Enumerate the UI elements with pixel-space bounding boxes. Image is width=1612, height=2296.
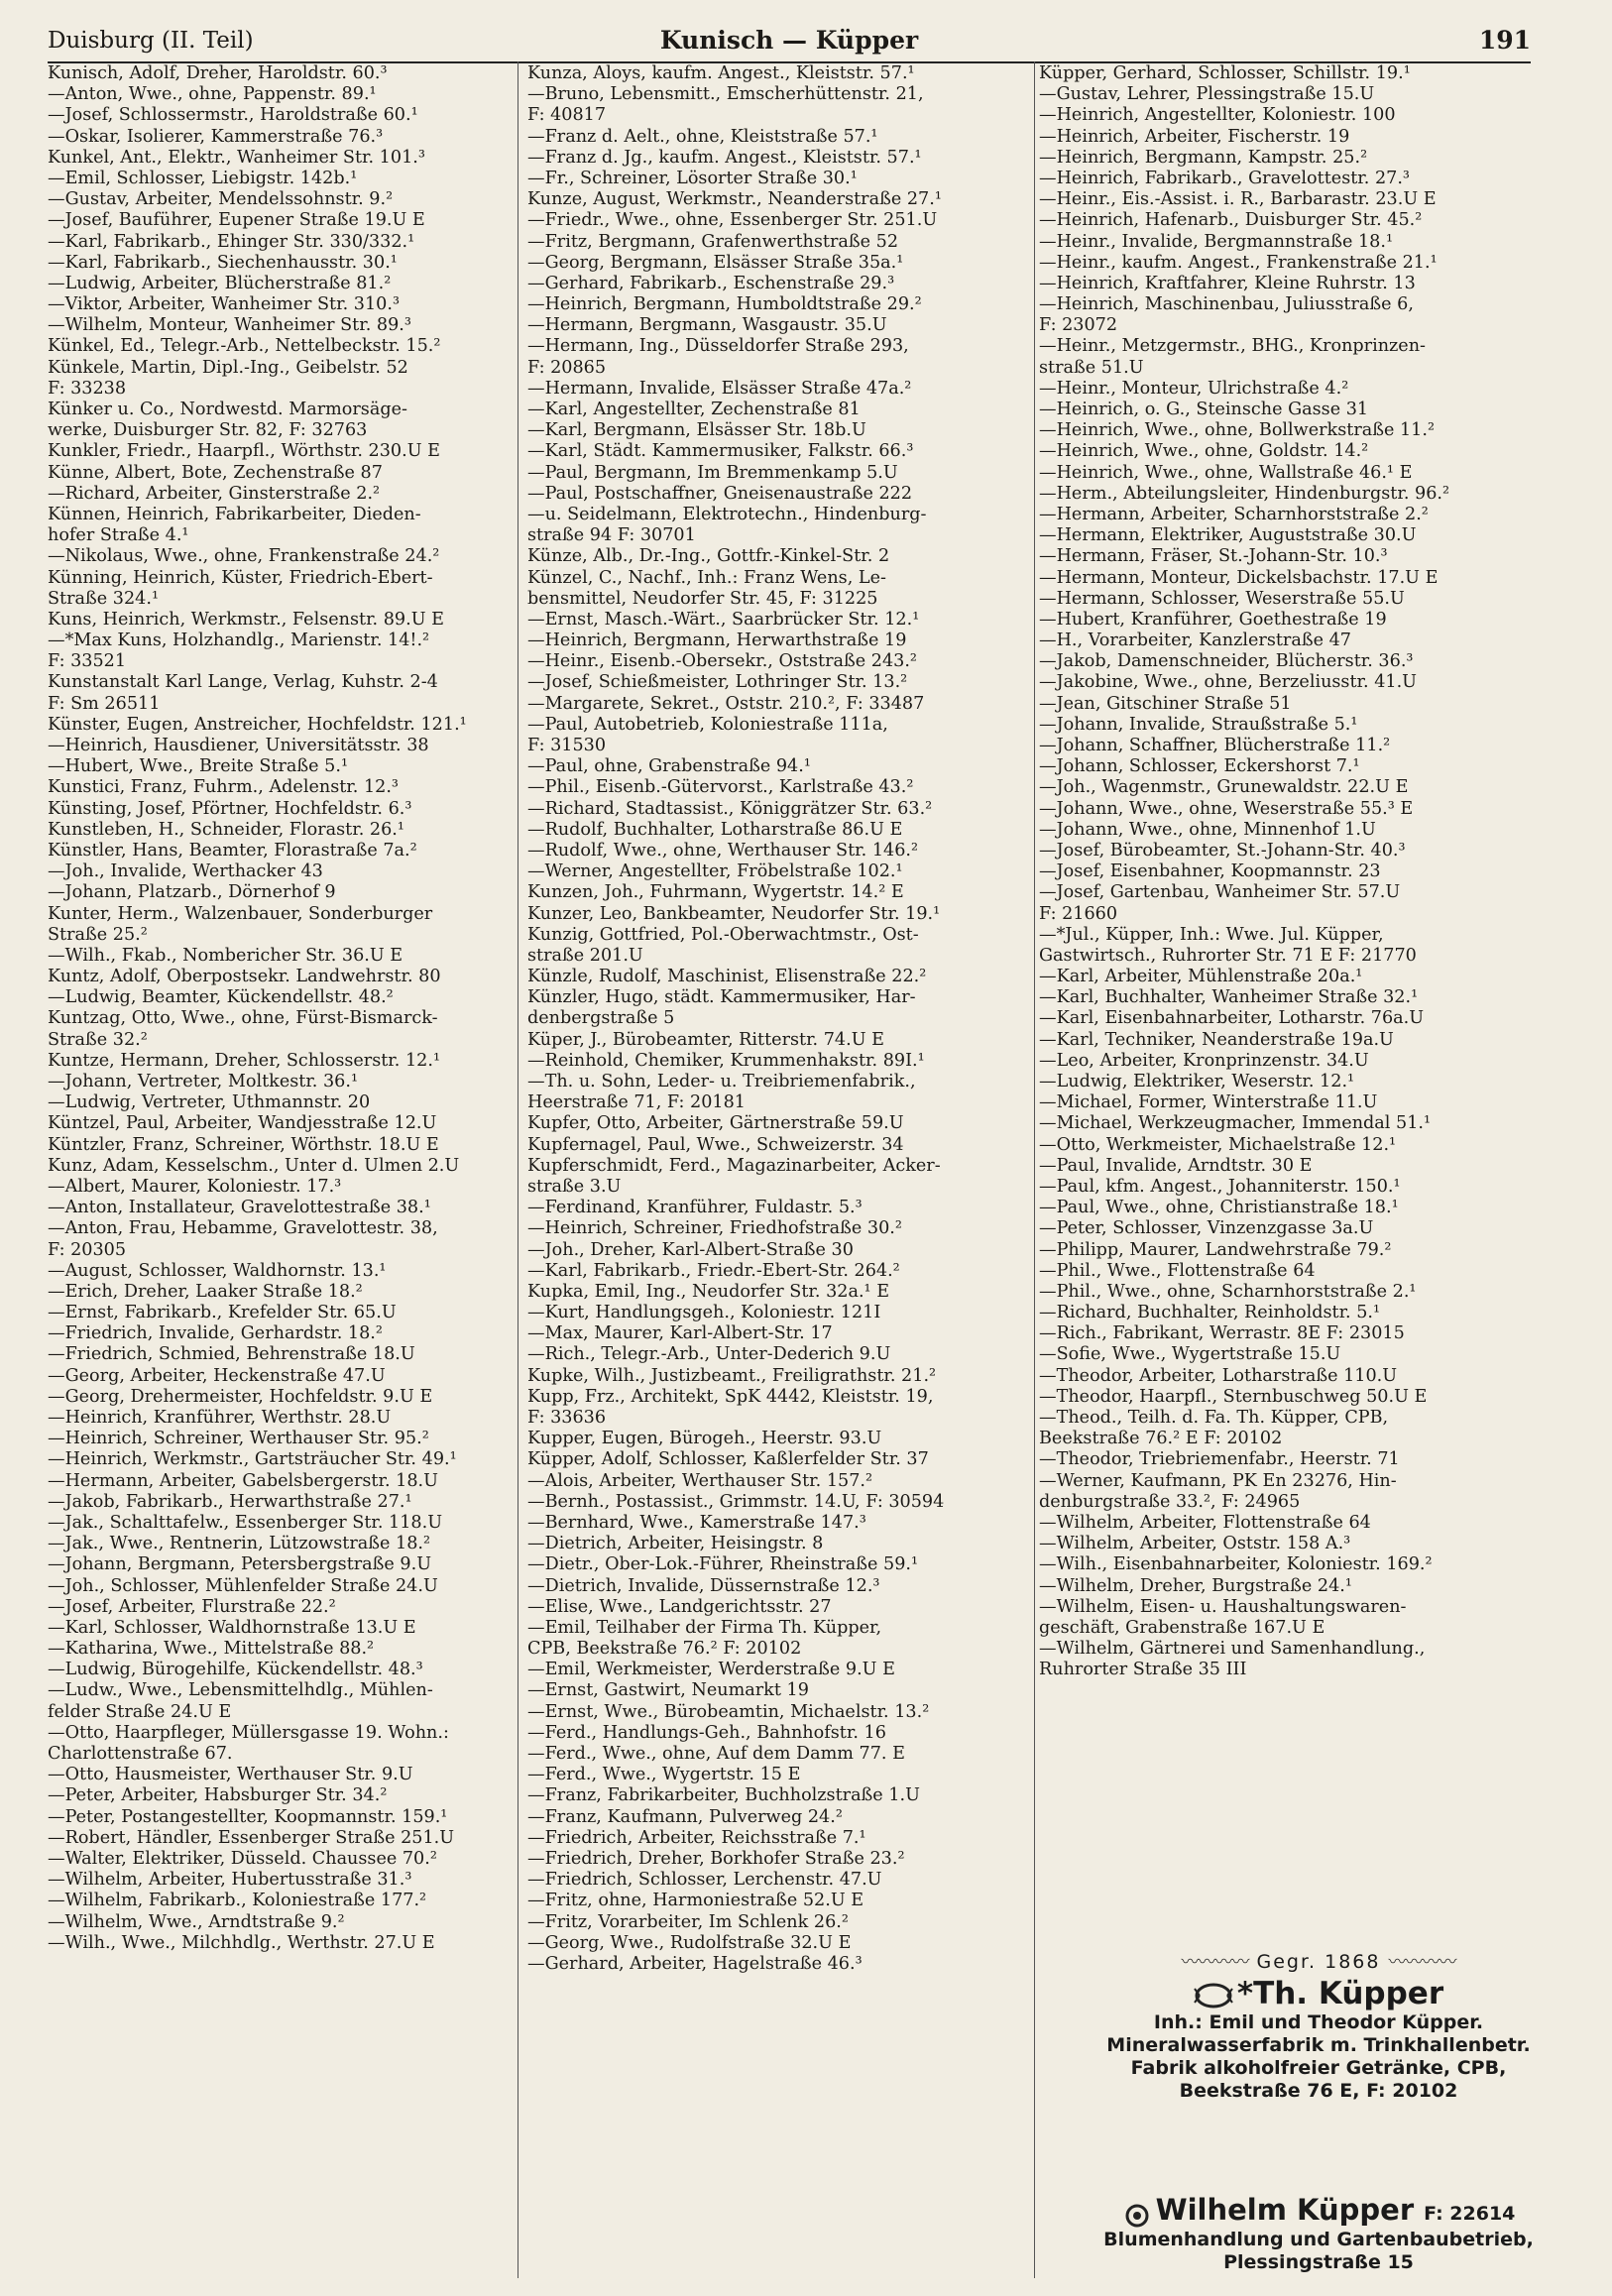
directory-entry-line: F: 40817 bbox=[527, 105, 607, 126]
directory-entry-line: —Wilhelm, Arbeiter, Hubertusstraße 31.³ bbox=[48, 1870, 412, 1891]
directory-entry-line: —Jakob, Fabrikarb., Herwarthstraße 27.¹ bbox=[48, 1491, 412, 1512]
directory-column-2 bbox=[527, 63, 1033, 1975]
directory-entry-line: —Wilh., Eisenbahnarbeiter, Koloniestr. 169.² bbox=[1039, 1554, 1433, 1575]
directory-entry-line: —Wilhelm, Arbeiter, Oststr. 158 A.³ bbox=[1039, 1534, 1351, 1554]
directory-entry-line: —Josef, Gartenbau, Wanheimer Str. 57.U bbox=[1039, 882, 1401, 903]
directory-entry-line: Heerstraße 71, F: 20181 bbox=[527, 1092, 746, 1113]
directory-entry-line: —Heinrich, Maschinenbau, Juliusstraße 6, bbox=[1039, 294, 1414, 315]
directory-entry-line: —Richard, Arbeiter, Ginsterstraße 2.² bbox=[48, 483, 381, 504]
directory-entry-line: Kupka, Emil, Ing., Neudorfer Str. 32a.¹ E bbox=[527, 1281, 890, 1302]
directory-entry-line: —*Jul., Küpper, Inh.: Wwe. Jul. Küpper, bbox=[1039, 924, 1384, 945]
directory-entry-line: —Hermann, Ing., Düsseldorfer Straße 293, bbox=[527, 336, 909, 357]
directory-entry-line: —Hubert, Kranführer, Goethestraße 19 bbox=[1039, 609, 1387, 630]
directory-entry-line: —Heinr., Eisenb.-Obersekr., Oststraße 243.² bbox=[527, 651, 917, 672]
ad2-line: Blumenhandlung und Gartenbaubetrieb, bbox=[1103, 2228, 1534, 2250]
directory-entry-line: Kupferschmidt, Ferd., Magazinarbeiter, Acker- bbox=[527, 1155, 941, 1176]
directory-entry-line: —Emil, Teilhaber der Firma Th. Küpper, bbox=[527, 1617, 882, 1638]
wave-ornament-icon: 〰〰〰〰 bbox=[1388, 1952, 1456, 1973]
directory-entry-line: —Hermann, Elektriker, Auguststraße 30.U bbox=[1039, 525, 1417, 546]
directory-entry-line: Kunstici, Franz, Fuhrm., Adelenstr. 12.³ bbox=[48, 777, 399, 798]
directory-entry-line: —Heinrich, Wwe., ohne, Goldstr. 14.² bbox=[1039, 441, 1369, 462]
directory-entry-line: Kunisch, Adolf, Dreher, Haroldstr. 60.³ bbox=[48, 63, 388, 83]
directory-entry-line: straße 3.U bbox=[527, 1176, 622, 1197]
directory-entry-line: —Georg, Wwe., Rudolfstraße 32.U E bbox=[527, 1932, 852, 1953]
directory-entry-line: straße 51.U bbox=[1039, 357, 1144, 378]
directory-entry-line: —Wilhelm, Monteur, Wanheimer Str. 89.³ bbox=[48, 315, 411, 336]
directory-entry-line: —Anton, Frau, Hebamme, Gravelottestr. 38, bbox=[48, 1218, 438, 1239]
directory-entry-line: —Heinrich, Arbeiter, Fischerstr. 19 bbox=[1039, 126, 1350, 147]
directory-entry-line: —Josef, Arbeiter, Flurstraße 22.² bbox=[48, 1596, 336, 1617]
directory-entry-line: —August, Schlosser, Waldhornstr. 13.¹ bbox=[48, 1260, 387, 1281]
directory-entry-line: F: Sm 26511 bbox=[48, 693, 161, 714]
directory-entry-line: —Hermann, Bergmann, Wasgaustr. 35.U bbox=[527, 315, 887, 336]
directory-entry-line: —Paul, Bergmann, Im Bremmenkamp 5.U bbox=[527, 462, 898, 483]
directory-entry-line: —Heinrich, Hafenarb., Duisburger Str. 45.² bbox=[1039, 210, 1423, 231]
header-location: Duisburg (II. Teil) bbox=[48, 28, 254, 54]
directory-entry-line: bensmittel, Neudorfer Str. 45, F: 31225 bbox=[527, 588, 878, 609]
directory-entry-line: —Albert, Maurer, Koloniestr. 17.³ bbox=[48, 1176, 342, 1197]
directory-entry-line: —Heinrich, Bergmann, Kampstr. 25.² bbox=[1039, 147, 1368, 168]
directory-entry-line: —Phil., Wwe., ohne, Scharnhorststraße 2.¹ bbox=[1039, 1281, 1417, 1302]
directory-entry-line: —Alois, Arbeiter, Werthauser Str. 157.² bbox=[527, 1470, 873, 1491]
directory-entry-line: —Heinrich, o. G., Steinsche Gasse 31 bbox=[1039, 400, 1369, 419]
directory-entry-line: —Johann, Schlosser, Eckershorst 7.¹ bbox=[1039, 756, 1360, 777]
directory-entry-line: Küpper, Gerhard, Schlosser, Schillstr. 19.¹ bbox=[1039, 63, 1411, 83]
ad-founded: 〰〰〰〰 Gegr. 1868 〰〰〰〰 bbox=[1181, 1951, 1456, 1973]
directory-entry-line: —Dietrich, Arbeiter, Heisingstr. 8 bbox=[527, 1534, 824, 1554]
directory-entry-line: —Friedrich, Arbeiter, Reichsstraße 7.¹ bbox=[527, 1827, 866, 1848]
directory-entry-line: Kunter, Herm., Walzenbauer, Sonderburger bbox=[48, 903, 433, 924]
directory-entry-line: Kunkel, Ant., Elektr., Wanheimer Str. 101.³ bbox=[48, 147, 425, 168]
directory-entry-line: —Katharina, Wwe., Mittelstraße 88.² bbox=[48, 1639, 375, 1660]
directory-entry-line: —*Max Kuns, Holzhandlg., Marienstr. 14!.² bbox=[48, 631, 430, 651]
directory-entry-line: Kunstanstalt Karl Lange, Verlag, Kuhstr. 2-4 bbox=[48, 672, 438, 693]
directory-entry-line: —Otto, Werkmeister, Michaelstraße 12.¹ bbox=[1039, 1134, 1397, 1155]
directory-entry-line: —Karl, Eisenbahnarbeiter, Lotharstr. 76a.U bbox=[1039, 1008, 1425, 1029]
directory-entry-line: —Th. u. Sohn, Leder- u. Treibriemenfabrik., bbox=[527, 1072, 916, 1091]
directory-entry-line: —Ludwig, Arbeiter, Blücherstraße 81.² bbox=[48, 273, 392, 293]
directory-entry-line: —Oskar, Isolierer, Kammerstraße 76.³ bbox=[48, 126, 384, 147]
directory-entry-line: geschäft, Grabenstraße 167.U E bbox=[1039, 1617, 1325, 1638]
directory-entry-line: —Robert, Händler, Essenberger Straße 251.U bbox=[48, 1827, 455, 1848]
ad-line: Fabrik alkoholfreier Getränke, CPB, bbox=[1130, 2057, 1507, 2079]
directory-entry-line: —Karl, Arbeiter, Mühlenstraße 20a.¹ bbox=[1039, 967, 1363, 987]
directory-entry-line: Gastwirtsch., Ruhrorter Str. 71 E F: 21770 bbox=[1039, 945, 1417, 966]
ad-owners: Inh.: Emil und Theodor Küpper. bbox=[1153, 2011, 1484, 2033]
directory-entry-line: —Hubert, Wwe., Breite Straße 5.¹ bbox=[48, 756, 349, 777]
directory-entry-line: —Johann, Wwe., ohne, Minnenhof 1.U bbox=[1039, 819, 1376, 840]
directory-entry-line: Ruhrorter Straße 35 III bbox=[1039, 1660, 1247, 1680]
directory-entry-line: —Ludwig, Elektriker, Weserstr. 12.¹ bbox=[1039, 1072, 1355, 1091]
directory-entry-line: —Herm., Abteilungsleiter, Hindenburgstr. 96.² bbox=[1039, 483, 1450, 504]
directory-entry-line: straße 201.U bbox=[527, 945, 643, 966]
directory-entry-line: —Ferd., Handlungs-Geh., Bahnhofstr. 16 bbox=[527, 1722, 886, 1743]
directory-entry-line: —Gerhard, Arbeiter, Hagelstraße 46.³ bbox=[527, 1953, 863, 1974]
directory-entry-line: —Rudolf, Buchhalter, Lotharstraße 86.U E bbox=[527, 819, 903, 840]
directory-entry-line: werke, Duisburger Str. 82, F: 32763 bbox=[48, 420, 368, 441]
directory-entry-line: —Friedr., Wwe., ohne, Essenberger Str. 251.U bbox=[527, 210, 938, 231]
directory-entry-line: —Walter, Elektriker, Düsseld. Chaussee 70.² bbox=[48, 1848, 437, 1869]
directory-entry-line: —Ferd., Wwe., Wygertstr. 15 E bbox=[527, 1765, 801, 1785]
directory-entry-line: —Heinrich, Wwe., ohne, Bollwerkstraße 11.² bbox=[1039, 420, 1436, 441]
directory-entry-line: —Phil., Wwe., Flottenstraße 64 bbox=[1039, 1260, 1316, 1281]
directory-entry-line: —Heinrich, Kraftfahrer, Kleine Ruhrstr. 13 bbox=[1039, 273, 1416, 293]
directory-entry-line: Kunze, August, Werkmstr., Neanderstraße 27.¹ bbox=[527, 189, 942, 210]
directory-entry-line: —Johann, Invalide, Straußstraße 5.¹ bbox=[1039, 714, 1358, 735]
directory-entry-line: —Josef, Schießmeister, Lothringer Str. 13.² bbox=[527, 672, 908, 693]
directory-entry-line: —Ferd., Wwe., ohne, Auf dem Damm 77. E bbox=[527, 1744, 905, 1764]
directory-entry-line: Künze, Alb., Dr.-Ing., Gottfr.-Kinkel-Str. 2 bbox=[527, 546, 890, 567]
directory-entry-line: —Joh., Dreher, Karl-Albert-Straße 30 bbox=[527, 1239, 854, 1260]
directory-entry-line: F: 31530 bbox=[527, 736, 607, 755]
directory-entry-line: —Gustav, Lehrer, Plessingstraße 15.U bbox=[1039, 84, 1375, 105]
directory-entry-line: —Paul, Autobetrieb, Koloniestraße 111a, bbox=[527, 714, 888, 735]
directory-entry-line: —Hermann, Arbeiter, Scharnhorststraße 2.² bbox=[1039, 504, 1429, 524]
directory-entry-line: —Hermann, Arbeiter, Gabelsbergerstr. 18.U bbox=[48, 1470, 438, 1491]
directory-entry-line: Küper, J., Bürobeamter, Ritterstr. 74.U E bbox=[527, 1029, 884, 1050]
directory-entry-line: felder Straße 24.U E bbox=[48, 1701, 232, 1722]
directory-entry-line: —Jak., Wwe., Rentnerin, Lützowstraße 18.² bbox=[48, 1534, 431, 1554]
directory-entry-line: Künnen, Heinrich, Fabrikarbeiter, Dieden- bbox=[48, 504, 421, 524]
ad-line: Mineralwasserfabrik m. Trinkhallenbetr. bbox=[1106, 2034, 1531, 2056]
directory-entry-line: Küntzel, Paul, Arbeiter, Wandjesstraße 12.U bbox=[48, 1113, 437, 1134]
directory-entry-line: —Ernst, Gastwirt, Neumarkt 19 bbox=[527, 1680, 809, 1701]
directory-column-1 bbox=[48, 63, 514, 1954]
directory-entry-line: —Wilhelm, Wwe., Arndtstraße 9.² bbox=[48, 1911, 345, 1932]
directory-entry-line: —Friedrich, Invalide, Gerhardstr. 18.² bbox=[48, 1323, 383, 1344]
directory-entry-line: F: 33521 bbox=[48, 651, 127, 672]
directory-entry-line: Kuntz, Adolf, Oberpostsekr. Landwehrstr. 80 bbox=[48, 967, 441, 987]
directory-entry-line: Beekstraße 76.² E F: 20102 bbox=[1039, 1429, 1283, 1449]
directory-entry-line: Kuntze, Hermann, Dreher, Schlosserstr. 12.¹ bbox=[48, 1050, 441, 1071]
directory-entry-line: —Karl, Angestellter, Zechenstraße 81 bbox=[527, 400, 861, 419]
directory-entry-line: —Fritz, Bergmann, Grafenwerthstraße 52 bbox=[527, 231, 899, 252]
directory-entry-line: —Wilh., Wwe., Milchhdlg., Werthstr. 27.U E bbox=[48, 1932, 435, 1953]
directory-entry-line: —Heinrich, Kranführer, Werthstr. 28.U bbox=[48, 1408, 392, 1428]
directory-entry-line: —Ernst, Wwe., Bürobeamtin, Michaelstr. 13.² bbox=[527, 1701, 930, 1722]
directory-entry-line: —Anton, Installateur, Gravelottestraße 38.¹ bbox=[48, 1198, 431, 1218]
directory-entry-line: Künker u. Co., Nordwestd. Marmorsäge- bbox=[48, 400, 407, 419]
directory-entry-line: —H., Vorarbeiter, Kanzlerstraße 47 bbox=[1039, 631, 1351, 651]
directory-column-3 bbox=[1039, 63, 1533, 1680]
directory-entry-line: —Werner, Angestellter, Fröbelstraße 102.¹ bbox=[527, 861, 903, 882]
directory-entry-line: —Karl, Fabrikarb., Friedr.-Ebert-Str. 264.² bbox=[527, 1260, 900, 1281]
directory-entry-line: —Nikolaus, Wwe., ohne, Frankenstraße 24.² bbox=[48, 546, 440, 567]
directory-entry-line: Künzler, Hugo, städt. Kammermusiker, Har- bbox=[527, 987, 916, 1008]
directory-entry-line: Kunkler, Friedr., Haarpfl., Wörthstr. 230.U E bbox=[48, 441, 440, 462]
wave-ornament-icon: 〰〰〰〰 bbox=[1181, 1952, 1249, 1973]
directory-entry-line: —Rich., Fabrikant, Werrastr. 8E F: 23015 bbox=[1039, 1323, 1405, 1344]
directory-entry-line: —Fr., Schreiner, Lösorter Straße 30.¹ bbox=[527, 168, 858, 188]
directory-entry-line: —Heinr., Eis.-Assist. i. R., Barbarastr. 23.U E bbox=[1039, 189, 1437, 210]
directory-entry-line: —Theodor, Haarpfl., Sternbuschweg 50.U E bbox=[1039, 1386, 1428, 1407]
directory-entry-line: —Ferdinand, Kranführer, Fuldastr. 5.³ bbox=[527, 1198, 863, 1218]
directory-entry-line: —Emil, Werkmeister, Werderstraße 9.U E bbox=[527, 1660, 895, 1680]
directory-entry-line: —Johann, Platzarb., Dörnerhof 9 bbox=[48, 882, 336, 903]
directory-entry-line: —Heinrich, Schreiner, Werthauser Str. 95.² bbox=[48, 1429, 429, 1449]
directory-entry-line: —Georg, Drehermeister, Hochfeldstr. 9.U E bbox=[48, 1386, 433, 1407]
directory-entry-line: Künster, Eugen, Anstreicher, Hochfeldstr. 121.¹ bbox=[48, 714, 467, 735]
directory-entry-line: —Franz, Fabrikarbeiter, Buchholzstraße 1.U bbox=[527, 1785, 920, 1806]
advertisement-th-kuepper bbox=[1100, 1948, 1537, 2103]
directory-entry-line: —Hermann, Monteur, Dickelsbachstr. 17.U E bbox=[1039, 567, 1439, 588]
directory-entry-line: —Friedrich, Dreher, Borkhofer Straße 23.² bbox=[527, 1848, 905, 1869]
directory-entry-line: Künsting, Josef, Pförtner, Hochfeldstr. 6.³ bbox=[48, 798, 412, 819]
directory-entry-line: —Philipp, Maurer, Landwehrstraße 79.² bbox=[1039, 1239, 1392, 1260]
directory-entry-line: Kupp, Frz., Architekt, SpK 4442, Kleiststr. 19, bbox=[527, 1386, 934, 1407]
directory-entry-line: —Hermann, Schlosser, Weserstraße 55.U bbox=[1039, 588, 1405, 609]
directory-entry-line: —Wilh., Fkab., Nombericher Str. 36.U E bbox=[48, 945, 403, 966]
directory-entry-line: hofer Straße 4.¹ bbox=[48, 525, 189, 546]
directory-entry-line: —Wilhelm, Arbeiter, Flottenstraße 64 bbox=[1039, 1512, 1371, 1533]
directory-entry-line: —Emil, Schlosser, Liebigstr. 142b.¹ bbox=[48, 168, 358, 188]
directory-entry-line: denbergstraße 5 bbox=[527, 1008, 675, 1029]
directory-entry-line: —Heinrich, Bergmann, Herwarthstraße 19 bbox=[527, 631, 907, 651]
directory-entry-line: Küntzler, Franz, Schreiner, Wörthstr. 18.U E bbox=[48, 1134, 439, 1155]
directory-entry-line: —Franz, Kaufmann, Pulverweg 24.² bbox=[527, 1806, 843, 1827]
directory-entry-line: —Erich, Dreher, Laaker Straße 18.² bbox=[48, 1281, 363, 1302]
directory-entry-line: —Otto, Haarpfleger, Müllersgasse 19. Wohn.: bbox=[48, 1722, 449, 1743]
directory-entry-line: —Paul, ohne, Grabenstraße 94.¹ bbox=[527, 756, 811, 777]
directory-entry-line: —Franz d. Jg., kaufm. Angest., Kleiststr. 57.¹ bbox=[527, 147, 922, 168]
directory-entry-line: —Georg, Bergmann, Elsässer Straße 35a.¹ bbox=[527, 252, 904, 273]
directory-entry-line: Kunstleben, H., Schneider, Florastr. 26.¹ bbox=[48, 819, 404, 840]
directory-entry-line: —Michael, Former, Winterstraße 11.U bbox=[1039, 1092, 1378, 1113]
directory-entry-line: —Friedrich, Schlosser, Lerchenstr. 47.U bbox=[527, 1870, 882, 1891]
directory-entry-line: —Leo, Arbeiter, Kronprinzenstr. 34.U bbox=[1039, 1050, 1369, 1071]
directory-entry-line: —Jakobine, Wwe., ohne, Berzeliusstr. 41.U bbox=[1039, 672, 1418, 693]
directory-entry-line: —Heinr., kaufm. Angest., Frankenstraße 21.¹ bbox=[1039, 252, 1438, 273]
directory-entry-line: —Heinrich, Hausdiener, Universitätsstr. 38 bbox=[48, 736, 429, 755]
directory-entry-line: —Richard, Stadtassist., Königgrätzer Str. 63.² bbox=[527, 798, 933, 819]
flower-icon bbox=[1122, 2203, 1152, 2229]
directory-entry-line: —Josef, Eisenbahner, Koopmannstr. 23 bbox=[1039, 861, 1381, 882]
directory-entry-line: —Karl, Buchhalter, Wanheimer Straße 32.¹ bbox=[1039, 987, 1419, 1008]
directory-entry-line: —Heinr., Invalide, Bergmannstraße 18.¹ bbox=[1039, 231, 1394, 252]
page-number: 191 bbox=[1478, 26, 1531, 55]
directory-entry-line: —Fritz, Vorarbeiter, Im Schlenk 26.² bbox=[527, 1911, 849, 1932]
directory-entry-line: —Paul, Invalide, Arndtstr. 30 E bbox=[1039, 1155, 1313, 1176]
ad-company-name: *Th. Küpper bbox=[1100, 1976, 1537, 2011]
directory-entry-line: straße 94 F: 30701 bbox=[527, 525, 696, 546]
directory-entry-line: Künzle, Rudolf, Maschinist, Elisenstraße 22.² bbox=[527, 967, 927, 987]
directory-entry-line: Kuntzag, Otto, Wwe., ohne, Fürst-Bismarck- bbox=[48, 1008, 438, 1029]
directory-entry-line: —Ludwig, Vertreter, Uthmannstr. 20 bbox=[48, 1092, 371, 1113]
directory-entry-line: —Joh., Wagenmstr., Grunewaldstr. 22.U E bbox=[1039, 777, 1409, 798]
directory-entry-line: Kunzen, Joh., Fuhrmann, Wygertstr. 14.² E bbox=[527, 882, 904, 903]
directory-entry-line: —Johann, Vertreter, Moltkestr. 36.¹ bbox=[48, 1072, 359, 1091]
directory-entry-line: —Hermann, Invalide, Elsässer Straße 47a.² bbox=[527, 378, 912, 399]
directory-entry-line: —Ludw., Wwe., Lebensmittelhdlg., Mühlen- bbox=[48, 1680, 433, 1701]
directory-entry-line: —Wilhelm, Eisen- u. Haushaltungswaren- bbox=[1039, 1596, 1407, 1617]
directory-entry-line: F: 20865 bbox=[527, 357, 607, 378]
directory-entry-line: —Max, Maurer, Karl-Albert-Str. 17 bbox=[527, 1323, 833, 1344]
directory-entry-line: Kunzer, Leo, Bankbeamter, Neudorfer Str. 19.¹ bbox=[527, 903, 941, 924]
directory-entry-line: Künstler, Hans, Beamter, Florastraße 7a.² bbox=[48, 840, 417, 861]
directory-entry-line: Kupfer, Otto, Arbeiter, Gärtnerstraße 59.U bbox=[527, 1113, 904, 1134]
directory-entry-line: —Theodor, Arbeiter, Lotharstraße 110.U bbox=[1039, 1365, 1398, 1386]
directory-entry-line: —Sofie, Wwe., Wygertstraße 15.U bbox=[1039, 1344, 1341, 1365]
directory-entry-line: F: 20305 bbox=[48, 1239, 127, 1260]
directory-entry-line: —Peter, Arbeiter, Habsburger Str. 34.² bbox=[48, 1785, 388, 1806]
directory-entry-line: —Anton, Wwe., ohne, Pappenstr. 89.¹ bbox=[48, 84, 377, 105]
directory-entry-line: —Rich., Telegr.-Arb., Unter-Dederich 9.U bbox=[527, 1344, 891, 1365]
directory-entry-line: —Paul, Wwe., ohne, Christianstraße 18.¹ bbox=[1039, 1198, 1399, 1218]
directory-entry-line: —Wilhelm, Fabrikarb., Koloniestraße 177.² bbox=[48, 1891, 427, 1911]
directory-entry-line: F: 21660 bbox=[1039, 903, 1118, 924]
directory-entry-line: —Jak., Schalttafelw., Essenberger Str. 118.U bbox=[48, 1512, 443, 1533]
directory-entry-line: —Jakob, Damenschneider, Blücherstr. 36.³ bbox=[1039, 651, 1414, 672]
directory-entry-line: —Johann, Schaffner, Blücherstraße 11.² bbox=[1039, 736, 1391, 755]
logo-icon bbox=[1194, 1981, 1233, 2010]
directory-entry-line: —Elise, Wwe., Landgerichtsstr. 27 bbox=[527, 1596, 832, 1617]
directory-entry-line: Kuns, Heinrich, Werkmstr., Felsenstr. 89.U E bbox=[48, 609, 444, 630]
directory-entry-line: —Theodor, Triebriemenfabr., Heerstr. 71 bbox=[1039, 1449, 1400, 1470]
directory-entry-line: —Kurt, Handlungsgeh., Koloniestr. 121I bbox=[527, 1303, 881, 1323]
directory-entry-line: —Ludwig, Bürogehilfe, Kückendellstr. 48.³ bbox=[48, 1660, 423, 1680]
directory-entry-line: —Heinr., Metzgermstr., BHG., Kronprinzen- bbox=[1039, 336, 1426, 357]
directory-entry-line: Künkele, Martin, Dipl.-Ing., Geibelstr. 52 bbox=[48, 357, 408, 378]
page-header bbox=[48, 24, 1531, 63]
directory-entry-line: —Werner, Kaufmann, PK En 23276, Hin- bbox=[1039, 1470, 1397, 1491]
directory-entry-line: —Ludwig, Beamter, Kückendellstr. 48.² bbox=[48, 987, 394, 1008]
directory-entry-line: F: 33238 bbox=[48, 378, 127, 399]
directory-entry-line: Kunzig, Gottfried, Pol.-Oberwachtmstr., Ost- bbox=[527, 924, 919, 945]
directory-entry-line: —Richard, Buchhalter, Reinholdstr. 5.¹ bbox=[1039, 1303, 1381, 1323]
directory-entry-line: —Josef, Schlossermstr., Haroldstraße 60.¹ bbox=[48, 105, 418, 126]
directory-entry-line: —Karl, Techniker, Neanderstraße 19a.U bbox=[1039, 1029, 1394, 1050]
directory-entry-line: —Josef, Bauführer, Eupener Straße 19.U E bbox=[48, 210, 425, 231]
directory-entry-line: —Wilhelm, Dreher, Burgstraße 24.¹ bbox=[1039, 1575, 1352, 1596]
advertisement-wilhelm-kuepper bbox=[1100, 2193, 1537, 2274]
directory-entry-line: —Reinhold, Chemiker, Krummenhakstr. 89I.¹ bbox=[527, 1050, 925, 1071]
directory-entry-line: —Heinrich, Schreiner, Friedhofstraße 30.² bbox=[527, 1218, 902, 1239]
directory-entry-line: —Otto, Hausmeister, Werthauser Str. 9.U bbox=[48, 1765, 413, 1785]
directory-entry-line: —u. Seidelmann, Elektrotechn., Hindenburg- bbox=[527, 504, 927, 524]
directory-entry-line: —Margarete, Sekret., Oststr. 210.², F: 33487 bbox=[527, 693, 925, 714]
directory-entry-line: —Viktor, Arbeiter, Wanheimer Str. 310.³ bbox=[48, 294, 401, 315]
directory-entry-line: —Jean, Gitschiner Straße 51 bbox=[1039, 693, 1292, 714]
directory-entry-line: —Johann, Wwe., ohne, Weserstraße 55.³ E bbox=[1039, 798, 1414, 819]
directory-entry-line: —Peter, Postangestellter, Koopmannstr. 159.¹ bbox=[48, 1806, 448, 1827]
directory-entry-line: Straße 25.² bbox=[48, 924, 148, 945]
directory-entry-line: —Friedrich, Schmied, Behrenstraße 18.U bbox=[48, 1344, 415, 1365]
directory-entry-line: Kupke, Wilh., Justizbeamt., Freiligrathstr. 21.² bbox=[527, 1365, 937, 1386]
directory-entry-line: —Karl, Fabrikarb., Siechenhausstr. 30.¹ bbox=[48, 252, 398, 273]
directory-entry-line: —Dietr., Ober-Lok.-Führer, Rheinstraße 59.¹ bbox=[527, 1554, 919, 1575]
directory-entry-line: Künne, Albert, Bote, Zechenstraße 87 bbox=[48, 462, 383, 483]
directory-entry-line: —Wilhelm, Gärtnerei und Samenhandlung., bbox=[1039, 1639, 1426, 1660]
directory-entry-line: Kupper, Eugen, Bürogeh., Heerstr. 93.U bbox=[527, 1429, 882, 1449]
directory-entry-line: F: 23072 bbox=[1039, 315, 1118, 336]
directory-entry-line: Kunza, Aloys, kaufm. Angest., Kleiststr. 57.¹ bbox=[527, 63, 915, 83]
directory-entry-line: —Bernh., Postassist., Grimmstr. 14.U, F: 30594 bbox=[527, 1491, 945, 1512]
directory-entry-line: —Paul, Postschaffner, Gneisenaustraße 222 bbox=[527, 483, 913, 504]
directory-entry-line: Künzel, C., Nachf., Inh.: Franz Wens, Le- bbox=[527, 567, 886, 588]
directory-entry-line: Künkel, Ed., Telegr.-Arb., Nettelbeckstr. 15.² bbox=[48, 336, 441, 357]
directory-entry-line: —Bernhard, Wwe., Kamerstraße 147.³ bbox=[527, 1512, 866, 1533]
directory-entry-line: —Heinrich, Angestellter, Koloniestr. 100 bbox=[1039, 105, 1396, 126]
directory-entry-line: denburgstraße 33.², F: 24965 bbox=[1039, 1491, 1301, 1512]
directory-entry-line: —Heinrich, Wwe., ohne, Wallstraße 46.¹ E bbox=[1039, 462, 1413, 483]
directory-entry-line: —Dietrich, Invalide, Düssernstraße 12.³ bbox=[527, 1575, 880, 1596]
directory-entry-line: —Johann, Bergmann, Petersbergstraße 9.U bbox=[48, 1554, 432, 1575]
directory-entry-line: F: 33636 bbox=[527, 1408, 607, 1428]
directory-entry-line: —Georg, Arbeiter, Heckenstraße 47.U bbox=[48, 1365, 386, 1386]
directory-entry-line: —Ernst, Masch.-Wärt., Saarbrücker Str. 12.¹ bbox=[527, 609, 920, 630]
directory-entry-line: Kupfernagel, Paul, Wwe., Schweizerstr. 34 bbox=[527, 1134, 904, 1155]
directory-entry-line: —Joh., Schlosser, Mühlenfelder Straße 24.U bbox=[48, 1575, 438, 1596]
directory-entry-line: —Karl, Schlosser, Waldhornstraße 13.U E bbox=[48, 1617, 416, 1638]
directory-entry-line: —Peter, Schlosser, Vinzenzgasse 3a.U bbox=[1039, 1218, 1374, 1239]
directory-entry-line: Künning, Heinrich, Küster, Friedrich-Ebert- bbox=[48, 567, 433, 588]
directory-entry-line: Straße 32.² bbox=[48, 1029, 148, 1050]
directory-entry-line: —Heinrich, Fabrikarb., Gravelottestr. 27.³ bbox=[1039, 168, 1410, 188]
directory-entry-line: —Ernst, Fabrikarb., Krefelder Str. 65.U bbox=[48, 1303, 397, 1323]
directory-entry-line: —Fritz, ohne, Harmoniestraße 52.U E bbox=[527, 1891, 864, 1911]
directory-entry-line: —Rudolf, Wwe., ohne, Werthauser Str. 146.² bbox=[527, 840, 919, 861]
directory-entry-line: —Heinr., Monteur, Ulrichstraße 4.² bbox=[1039, 378, 1349, 399]
directory-entry-line: Küpper, Adolf, Schlosser, Kaßlerfelder Str. 37 bbox=[527, 1449, 929, 1470]
directory-entry-line: —Theod., Teilh. d. Fa. Th. Küpper, CPB, bbox=[1039, 1408, 1389, 1428]
directory-entry-line: —Joh., Invalide, Werthacker 43 bbox=[48, 861, 323, 882]
directory-entry-line: —Karl, Fabrikarb., Ehinger Str. 330/332.¹ bbox=[48, 231, 415, 252]
directory-entry-line: —Josef, Bürobeamter, St.-Johann-Str. 40.³ bbox=[1039, 840, 1406, 861]
directory-entry-line: —Heinrich, Bergmann, Humboldtstraße 29.² bbox=[527, 294, 922, 315]
directory-entry-line: Charlottenstraße 67. bbox=[48, 1744, 233, 1764]
header-range: Kunisch — Küpper bbox=[659, 26, 919, 55]
directory-entry-line: —Hermann, Fräser, St.-Johann-Str. 10.³ bbox=[1039, 546, 1388, 567]
directory-entry-line: —Karl, Städt. Kammermusiker, Falkstr. 66.³ bbox=[527, 441, 914, 462]
directory-entry-line: Straße 324.¹ bbox=[48, 588, 160, 609]
directory-entry-line: —Gerhard, Fabrikarb., Eschenstraße 29.³ bbox=[527, 273, 895, 293]
directory-entry-line: —Gustav, Arbeiter, Mendelssohnstr. 9.² bbox=[48, 189, 394, 210]
directory-entry-line: —Franz d. Aelt., ohne, Kleiststraße 57.¹ bbox=[527, 126, 878, 147]
directory-entry-line: —Karl, Bergmann, Elsässer Str. 18b.U bbox=[527, 420, 866, 441]
directory-entry-line: —Bruno, Lebensmitt., Emscherhüttenstr. 21, bbox=[527, 84, 924, 105]
directory-entry-line: —Heinrich, Werkmstr., Gartsträucher Str. 49.¹ bbox=[48, 1449, 457, 1470]
directory-entry-line: —Michael, Werkzeugmacher, Immendal 51.¹ bbox=[1039, 1113, 1432, 1134]
ad2-address: Plessingstraße 15 bbox=[1223, 2250, 1414, 2273]
directory-entry-line: CPB, Beekstraße 76.² F: 20102 bbox=[527, 1639, 802, 1660]
ad2-company-name: Wilhelm Küpper bbox=[1155, 2193, 1415, 2227]
ad2-phone: F: 22614 bbox=[1424, 2203, 1516, 2225]
column-divider bbox=[1034, 61, 1035, 2278]
directory-entry-line: Kunz, Adam, Kesselschm., Unter d. Ulmen 2.U bbox=[48, 1155, 460, 1176]
directory-entry-line: —Paul, kfm. Angest., Johanniterstr. 150.¹ bbox=[1039, 1176, 1401, 1197]
ad-address: Beekstraße 76 E, F: 20102 bbox=[1179, 2080, 1458, 2102]
directory-entry-line: —Phil., Eisenb.-Gütervorst., Karlstraße 43.² bbox=[527, 777, 914, 798]
